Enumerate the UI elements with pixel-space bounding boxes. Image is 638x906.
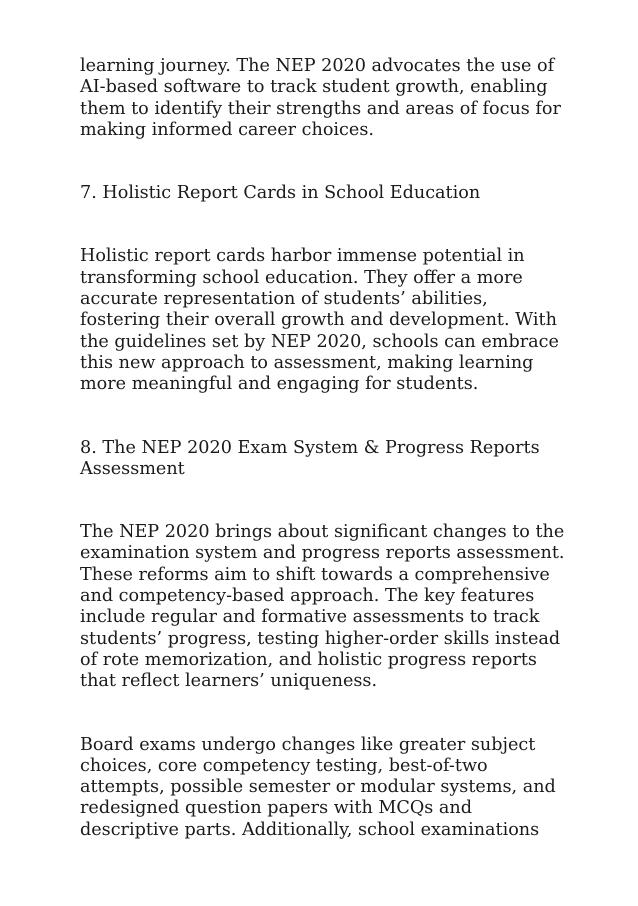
spacer	[80, 693, 550, 735]
section-8-paragraph-2	[80, 734, 556, 841]
text-line: include regular and formative assessments to track	[80, 607, 540, 628]
text-line: redesigned question papers with MCQs and	[80, 798, 473, 819]
spacer	[80, 141, 550, 183]
intro-paragraph	[80, 56, 561, 141]
text-line: Holistic report cards harbor immense potential in	[80, 246, 525, 267]
text-line: them to identify their strengths and areas of focus for	[80, 98, 561, 119]
text-line: that reflect learners’ uniqueness.	[80, 671, 378, 692]
text-line: this new approach to assessment, making learning	[80, 352, 534, 373]
text-line: examination system and progress reports assessment.	[80, 543, 565, 564]
heading-line: 7. Holistic Report Cards in School Education	[80, 183, 481, 204]
text-line: of rote memorization, and holistic progress reports	[80, 649, 537, 670]
text-line: descriptive parts. Additionally, school examinations	[80, 819, 540, 840]
text-line: accurate representation of students’ abilities,	[80, 289, 488, 310]
text-line: transforming school education. They offer a more	[80, 267, 523, 288]
section-8-heading	[80, 438, 550, 481]
document-page	[80, 56, 565, 841]
text-line: Board exams undergo changes like greater subject	[80, 734, 536, 755]
text-line: and competency-based approach. The key features	[80, 586, 535, 607]
text-line: learning journey. The NEP 2020 advocates the use of	[80, 56, 555, 76]
spacer	[80, 480, 550, 522]
text-line: students’ progress, testing higher-order skills instead	[80, 628, 561, 649]
text-line: choices, core competency testing, best-of-two	[80, 755, 488, 776]
text-line: fostering their overall growth and development. With	[80, 310, 557, 331]
heading-line: Assessment	[80, 458, 185, 479]
heading-line: 8. The NEP 2020 Exam System & Progress Reports	[80, 437, 540, 458]
section-7-heading	[80, 183, 550, 204]
text-line: making informed career choices.	[80, 119, 374, 140]
text-line: AI-based software to track student growth, enabling	[80, 77, 548, 98]
spacer	[80, 396, 550, 438]
text-line: the guidelines set by NEP 2020, schools can embrace	[80, 331, 559, 352]
spacer	[80, 204, 550, 246]
text-line: The NEP 2020 brings about significant changes to the	[80, 522, 565, 543]
section-8-paragraph-1	[80, 522, 565, 692]
text-line: more meaningful and engaging for students.	[80, 374, 479, 395]
text-line: These reforms aim to shift towards a comprehensive	[80, 564, 550, 585]
section-7-paragraph	[80, 246, 559, 395]
text-line: attempts, possible semester or modular systems, and	[80, 777, 556, 798]
